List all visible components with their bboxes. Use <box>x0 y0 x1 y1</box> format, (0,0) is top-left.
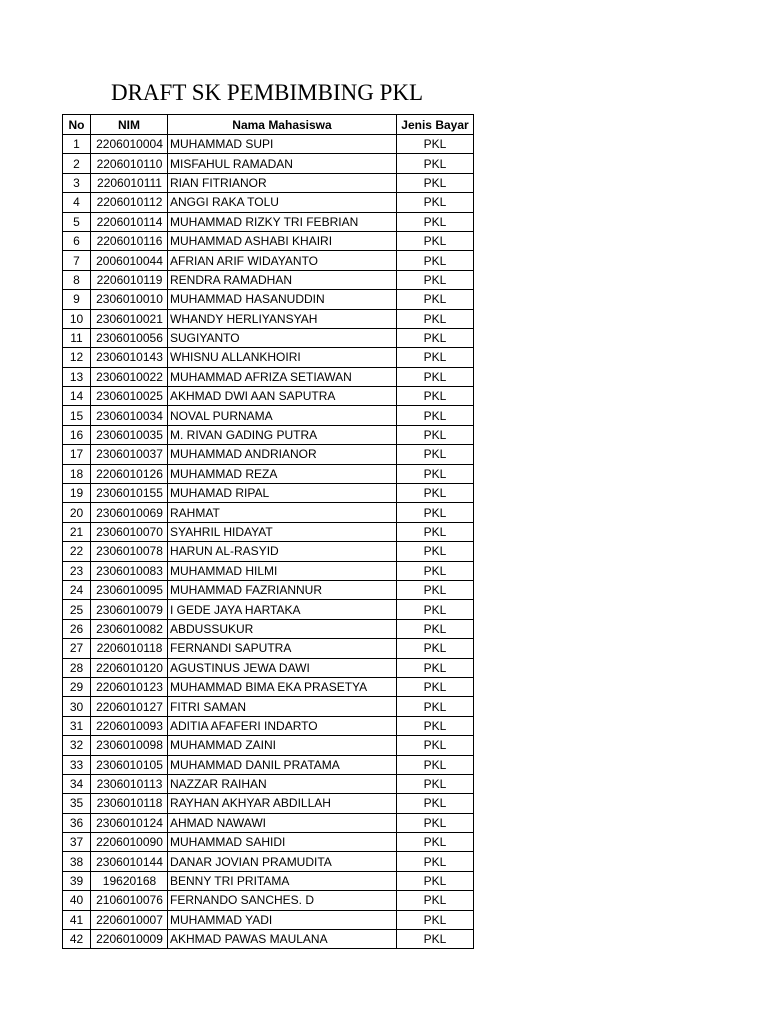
table-row <box>63 484 474 503</box>
cell-no: 40 <box>63 891 91 910</box>
cell-no: 5 <box>63 212 91 231</box>
cell-nama: RAHMAT <box>168 503 397 522</box>
cell-jenis-bayar: PKL <box>397 580 474 599</box>
cell-jenis-bayar: PKL <box>397 328 474 347</box>
cell-no: 25 <box>63 600 91 619</box>
cell-nim: 2306010118 <box>91 794 168 813</box>
cell-nama: HARUN AL-RASYID <box>168 542 397 561</box>
cell-jenis-bayar: PKL <box>397 658 474 677</box>
table-row <box>63 154 474 173</box>
cell-no: 38 <box>63 852 91 871</box>
cell-nama: MUHAMMAD REZA <box>168 464 397 483</box>
cell-nim: 2206010114 <box>91 212 168 231</box>
cell-no: 19 <box>63 484 91 503</box>
cell-nim: 2206010123 <box>91 677 168 696</box>
student-table <box>62 114 474 949</box>
table-row <box>63 464 474 483</box>
cell-nama: ABDUSSUKUR <box>168 619 397 638</box>
cell-jenis-bayar: PKL <box>397 406 474 425</box>
cell-nim: 2306010144 <box>91 852 168 871</box>
cell-nim: 2306010021 <box>91 309 168 328</box>
cell-no: 30 <box>63 697 91 716</box>
table-row <box>63 231 474 250</box>
cell-jenis-bayar: PKL <box>397 774 474 793</box>
table-row <box>63 658 474 677</box>
cell-nim: 2206010004 <box>91 135 168 154</box>
cell-nama: NOVAL PURNAMA <box>168 406 397 425</box>
cell-nama: AFRIAN ARIF WIDAYANTO <box>168 251 397 270</box>
cell-nim: 2306010056 <box>91 328 168 347</box>
table-row <box>63 852 474 871</box>
cell-jenis-bayar: PKL <box>397 639 474 658</box>
cell-no: 41 <box>63 910 91 929</box>
cell-nama: MUHAMMAD RIZKY TRI FEBRIAN <box>168 212 397 231</box>
cell-no: 21 <box>63 522 91 541</box>
cell-jenis-bayar: PKL <box>397 561 474 580</box>
cell-nim: 2206010127 <box>91 697 168 716</box>
cell-jenis-bayar: PKL <box>397 542 474 561</box>
cell-nama: FITRI SAMAN <box>168 697 397 716</box>
table-row <box>63 677 474 696</box>
table-row <box>63 580 474 599</box>
cell-jenis-bayar: PKL <box>397 755 474 774</box>
cell-no: 32 <box>63 736 91 755</box>
cell-nim: 2306010035 <box>91 425 168 444</box>
table-row <box>63 891 474 910</box>
cell-nim: 2306010143 <box>91 348 168 367</box>
table-row <box>63 619 474 638</box>
header-jenis-bayar: Jenis Bayar <box>397 115 474 135</box>
table-row <box>63 387 474 406</box>
cell-jenis-bayar: PKL <box>397 173 474 192</box>
table-row <box>63 270 474 289</box>
cell-no: 16 <box>63 425 91 444</box>
cell-no: 10 <box>63 309 91 328</box>
cell-jenis-bayar: PKL <box>397 522 474 541</box>
cell-jenis-bayar: PKL <box>397 852 474 871</box>
table-row <box>63 193 474 212</box>
cell-nim: 2206010112 <box>91 193 168 212</box>
cell-nama: SUGIYANTO <box>168 328 397 347</box>
cell-no: 12 <box>63 348 91 367</box>
cell-nim: 2206010007 <box>91 910 168 929</box>
cell-nim: 2306010022 <box>91 367 168 386</box>
cell-jenis-bayar: PKL <box>397 445 474 464</box>
cell-nim: 2306010079 <box>91 600 168 619</box>
cell-nama: MUHAMMAD ANDRIANOR <box>168 445 397 464</box>
table-row <box>63 639 474 658</box>
cell-nama: RIAN FITRIANOR <box>168 173 397 192</box>
cell-jenis-bayar: PKL <box>397 503 474 522</box>
table-row <box>63 406 474 425</box>
cell-nim: 2306010155 <box>91 484 168 503</box>
cell-nama: AKHMAD PAWAS MAULANA <box>168 930 397 949</box>
cell-jenis-bayar: PKL <box>397 193 474 212</box>
cell-jenis-bayar: PKL <box>397 677 474 696</box>
cell-nama: WHISNU ALLANKHOIRI <box>168 348 397 367</box>
cell-no: 18 <box>63 464 91 483</box>
cell-jenis-bayar: PKL <box>397 871 474 890</box>
cell-nama: ANGGI RAKA TOLU <box>168 193 397 212</box>
cell-nim: 2306010010 <box>91 290 168 309</box>
table-row <box>63 348 474 367</box>
table-row <box>63 910 474 929</box>
table-row <box>63 736 474 755</box>
cell-nim: 2306010113 <box>91 774 168 793</box>
cell-jenis-bayar: PKL <box>397 484 474 503</box>
cell-jenis-bayar: PKL <box>397 813 474 832</box>
cell-jenis-bayar: PKL <box>397 270 474 289</box>
cell-no: 35 <box>63 794 91 813</box>
cell-nama: WHANDY HERLIYANSYAH <box>168 309 397 328</box>
table-row <box>63 503 474 522</box>
table-row <box>63 871 474 890</box>
cell-nama: SYAHRIL HIDAYAT <box>168 522 397 541</box>
cell-no: 8 <box>63 270 91 289</box>
cell-jenis-bayar: PKL <box>397 231 474 250</box>
cell-no: 13 <box>63 367 91 386</box>
cell-nim: 2306010037 <box>91 445 168 464</box>
cell-no: 31 <box>63 716 91 735</box>
cell-nama: RENDRA RAMADHAN <box>168 270 397 289</box>
table-header-row <box>63 115 474 135</box>
cell-nama: MUHAMMAD YADI <box>168 910 397 929</box>
table-row <box>63 774 474 793</box>
cell-no: 27 <box>63 639 91 658</box>
cell-nim: 2306010124 <box>91 813 168 832</box>
cell-nim: 2306010105 <box>91 755 168 774</box>
cell-no: 37 <box>63 833 91 852</box>
cell-jenis-bayar: PKL <box>397 716 474 735</box>
document-title: DRAFT SK PEMBIMBING PKL <box>110 80 424 105</box>
header-nama: Nama Mahasiswa <box>168 115 397 135</box>
table-row <box>63 425 474 444</box>
cell-nama: AKHMAD DWI AAN SAPUTRA <box>168 387 397 406</box>
table-row <box>63 135 474 154</box>
cell-no: 17 <box>63 445 91 464</box>
cell-no: 28 <box>63 658 91 677</box>
table-row <box>63 328 474 347</box>
cell-nama: MUHAMMAD FAZRIANNUR <box>168 580 397 599</box>
cell-jenis-bayar: PKL <box>397 891 474 910</box>
cell-nim: 2306010083 <box>91 561 168 580</box>
cell-jenis-bayar: PKL <box>397 367 474 386</box>
cell-jenis-bayar: PKL <box>397 154 474 173</box>
cell-no: 42 <box>63 930 91 949</box>
header-nim: NIM <box>91 115 168 135</box>
cell-jenis-bayar: PKL <box>397 348 474 367</box>
table-row <box>63 813 474 832</box>
cell-jenis-bayar: PKL <box>397 910 474 929</box>
cell-no: 34 <box>63 774 91 793</box>
cell-nama: FERNANDI SAPUTRA <box>168 639 397 658</box>
cell-nim: 2206010116 <box>91 231 168 250</box>
cell-no: 29 <box>63 677 91 696</box>
cell-jenis-bayar: PKL <box>397 794 474 813</box>
cell-nim: 2206010009 <box>91 930 168 949</box>
table-row <box>63 794 474 813</box>
cell-nama: MUHAMMAD DANIL PRATAMA <box>168 755 397 774</box>
cell-no: 20 <box>63 503 91 522</box>
cell-nama: RAYHAN AKHYAR ABDILLAH <box>168 794 397 813</box>
table-row <box>63 697 474 716</box>
cell-nim: 2306010095 <box>91 580 168 599</box>
cell-jenis-bayar: PKL <box>397 251 474 270</box>
cell-nama: I GEDE JAYA HARTAKA <box>168 600 397 619</box>
cell-jenis-bayar: PKL <box>397 736 474 755</box>
cell-jenis-bayar: PKL <box>397 212 474 231</box>
cell-no: 36 <box>63 813 91 832</box>
cell-nama: ADITIA AFAFERI INDARTO <box>168 716 397 735</box>
cell-nim: 2106010076 <box>91 891 168 910</box>
cell-nama: MUHAMMAD SUPI <box>168 135 397 154</box>
cell-jenis-bayar: PKL <box>397 833 474 852</box>
cell-nim: 2306010082 <box>91 619 168 638</box>
table-row <box>63 173 474 192</box>
cell-no: 39 <box>63 871 91 890</box>
cell-jenis-bayar: PKL <box>397 425 474 444</box>
cell-nama: BENNY TRI PRITAMA <box>168 871 397 890</box>
cell-nim: 2206010118 <box>91 639 168 658</box>
table-row <box>63 561 474 580</box>
cell-nim: 2306010034 <box>91 406 168 425</box>
cell-nama: MUHAMMAD ASHABI KHAIRI <box>168 231 397 250</box>
cell-no: 2 <box>63 154 91 173</box>
cell-no: 4 <box>63 193 91 212</box>
cell-nim: 2206010126 <box>91 464 168 483</box>
cell-nim: 2306010070 <box>91 522 168 541</box>
cell-no: 26 <box>63 619 91 638</box>
cell-no: 3 <box>63 173 91 192</box>
table-row <box>63 290 474 309</box>
table-row <box>63 522 474 541</box>
cell-nim: 2306010078 <box>91 542 168 561</box>
cell-nim: 2206010093 <box>91 716 168 735</box>
cell-nama: NAZZAR RAIHAN <box>168 774 397 793</box>
cell-nim: 2006010044 <box>91 251 168 270</box>
table-row <box>63 212 474 231</box>
table-row <box>63 930 474 949</box>
cell-jenis-bayar: PKL <box>397 290 474 309</box>
cell-nama: MUHAMMAD HASANUDDIN <box>168 290 397 309</box>
table-row <box>63 309 474 328</box>
cell-nim: 2206010110 <box>91 154 168 173</box>
cell-no: 7 <box>63 251 91 270</box>
cell-no: 24 <box>63 580 91 599</box>
cell-jenis-bayar: PKL <box>397 387 474 406</box>
cell-no: 9 <box>63 290 91 309</box>
table-row <box>63 367 474 386</box>
cell-jenis-bayar: PKL <box>397 930 474 949</box>
cell-jenis-bayar: PKL <box>397 464 474 483</box>
table-row <box>63 445 474 464</box>
cell-nim: 2206010090 <box>91 833 168 852</box>
cell-nama: MUHAMMAD AFRIZA SETIAWAN <box>168 367 397 386</box>
table-row <box>63 251 474 270</box>
cell-nama: MUHAMAD RIPAL <box>168 484 397 503</box>
cell-nama: MUHAMMAD HILMI <box>168 561 397 580</box>
cell-no: 11 <box>63 328 91 347</box>
cell-nama: MISFAHUL RAMADAN <box>168 154 397 173</box>
cell-no: 1 <box>63 135 91 154</box>
cell-jenis-bayar: PKL <box>397 600 474 619</box>
cell-nama: FERNANDO SANCHES. D <box>168 891 397 910</box>
cell-nama: MUHAMMAD BIMA EKA PRASETYA <box>168 677 397 696</box>
cell-no: 23 <box>63 561 91 580</box>
cell-jenis-bayar: PKL <box>397 697 474 716</box>
header-no: No <box>63 115 91 135</box>
table-row <box>63 755 474 774</box>
cell-nim: 2306010069 <box>91 503 168 522</box>
cell-no: 15 <box>63 406 91 425</box>
cell-nama: AHMAD NAWAWI <box>168 813 397 832</box>
table-row <box>63 833 474 852</box>
cell-jenis-bayar: PKL <box>397 135 474 154</box>
cell-nim: 2306010025 <box>91 387 168 406</box>
cell-no: 22 <box>63 542 91 561</box>
cell-nama: M. RIVAN GADING PUTRA <box>168 425 397 444</box>
cell-nim: 2206010120 <box>91 658 168 677</box>
cell-nim: 19620168 <box>91 871 168 890</box>
cell-no: 6 <box>63 231 91 250</box>
table-row <box>63 542 474 561</box>
cell-nim: 2206010119 <box>91 270 168 289</box>
cell-nama: AGUSTINUS JEWA DAWI <box>168 658 397 677</box>
table-row <box>63 716 474 735</box>
cell-nama: MUHAMMAD SAHIDI <box>168 833 397 852</box>
cell-jenis-bayar: PKL <box>397 619 474 638</box>
cell-jenis-bayar: PKL <box>397 309 474 328</box>
cell-nama: MUHAMMAD ZAINI <box>168 736 397 755</box>
cell-no: 33 <box>63 755 91 774</box>
cell-no: 14 <box>63 387 91 406</box>
table-body <box>63 135 474 949</box>
cell-nim: 2306010098 <box>91 736 168 755</box>
cell-nim: 2206010111 <box>91 173 168 192</box>
cell-nama: DANAR JOVIAN PRAMUDITA <box>168 852 397 871</box>
table-row <box>63 600 474 619</box>
